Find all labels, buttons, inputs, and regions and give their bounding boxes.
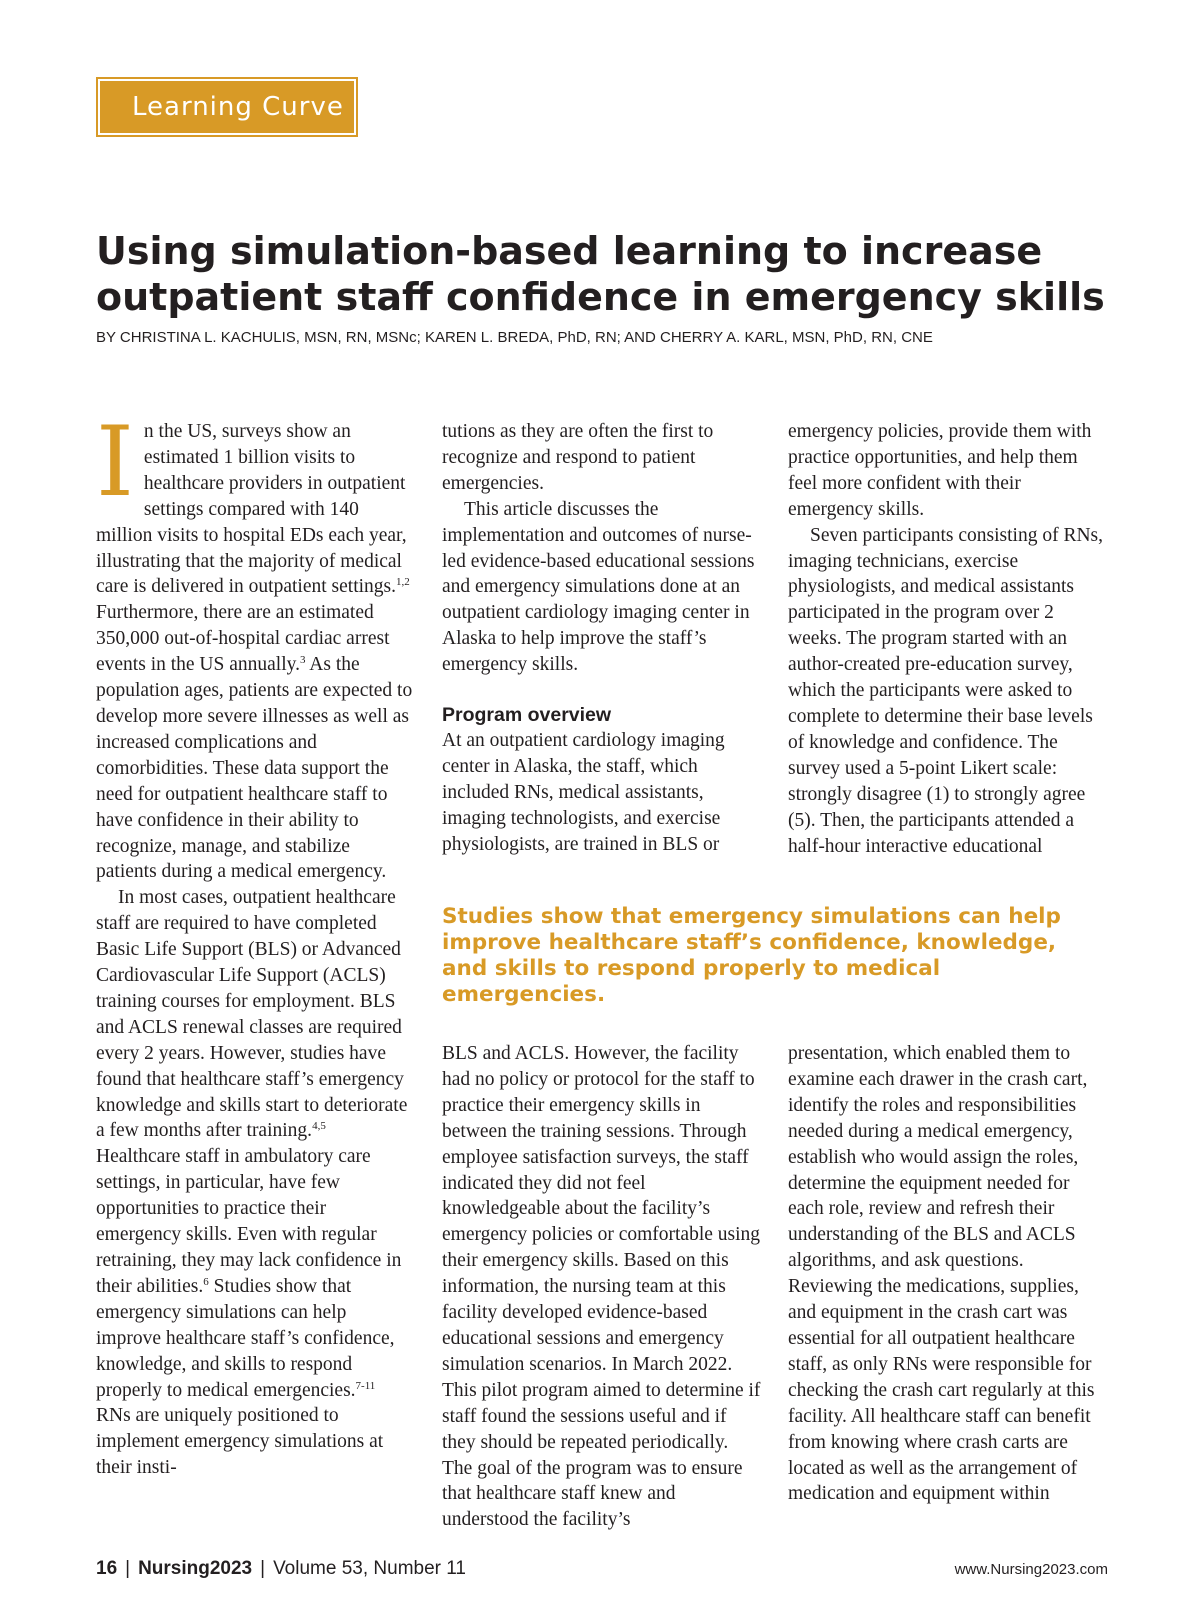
journal-name: Nursing2023 xyxy=(138,1558,253,1579)
citation: 1,2 xyxy=(396,576,410,589)
issue-info: Volume 53, Number 11 xyxy=(273,1558,466,1579)
text-run: n the US, surveys show an estimated 1 billion visits to healthcare providers in outpatient settings compared with 140 million visits to hospital EDs each year, illustrating that the majority of medical care is delivered in outpatient settings. xyxy=(96,421,407,598)
citation: 7-11 xyxy=(355,1379,376,1392)
citation: 3 xyxy=(300,654,306,667)
page-number: 16 xyxy=(96,1558,118,1579)
page-footer xyxy=(96,1558,466,1580)
pull-quote: Studies show that emergency simulations can help improve healthcare staff’s confidence, knowledge, and skills to respond properly to medical emergencies. xyxy=(442,904,1061,1007)
paragraph xyxy=(96,885,414,1481)
drop-cap: I xyxy=(96,406,134,518)
byline: BY CHRISTINA L. KACHULIS, MSN, RN, MSNc; KAREN L. BREDA, PhD, RN; AND CHERRY A. KARL, MSN, PhD, RN, CNE xyxy=(96,329,933,346)
column-1 xyxy=(96,406,414,1481)
paragraph: At an outpatient cardiology imaging center in Alaska, the staff, which included RNs, medical assistants, imaging technologists, and exercise physiologists, are trained in BLS or xyxy=(442,730,725,855)
article-title: Using simulation-based learning to increase outpatient staff confidence in emergency skills xyxy=(96,229,1105,319)
text-run: In most cases, outpatient healthcare staff are required to have completed Basic Life Support (BLS) or Advanced Cardiovascular Life Support (ACLS) training courses for employment. BLS and ACLS renewal classes are required every 2 years. However, studies have found that healthcare staff’s emergency knowledge and skills start to deteriorate a few months after training. xyxy=(96,887,408,1142)
section-tag-label: Learning Curve xyxy=(132,92,344,122)
paragraph: emergency policies, provide them with practice opportunities, and help them feel more confident with their emergency skills. xyxy=(788,421,1092,520)
paragraph: tutions as they are often the first to recognize and respond to patient emergencies. xyxy=(442,421,714,494)
paragraph xyxy=(96,406,414,885)
text-run: As the population ages, patients are expected to develop more severe illnesses as well as increased complications and comorbidities. These data support the need for outpatient healthcare staff to have confidence in their ability to recognize, manage, and stabilize patients during a medical emergency. xyxy=(96,654,413,883)
paragraph: This article discusses the implementation and outcomes of nurse-led evidence-based educational sessions and emergency simulations done at an outpatient cardiology imaging center in Alaska to help improve the staff’s emergency skills. xyxy=(442,498,755,676)
column-2-lower xyxy=(442,1041,762,1533)
journal-url: www.Nursing2023.com xyxy=(954,1561,1108,1578)
column-3 xyxy=(788,419,1108,859)
paragraph: presentation, which enabled them to examine each drawer in the crash cart, identify the roles and responsibilities needed during a medical emergency, establish who would assign the roles, determine the equipment needed for each role, review and refresh their understanding of the BLS and ACLS algorithms, and ask questions. Reviewing the medications, supplies, and equipment in the crash cart was essential for all outpatient healthcare staff, as only RNs were responsible for checking the crash cart regularly at this facility. All healthcare staff can benefit from knowing where crash carts are located as well as the arrangement of medication and equipment within xyxy=(788,1043,1095,1505)
citation: 4,5 xyxy=(312,1120,326,1133)
section-tag xyxy=(98,79,356,135)
section-heading: Program overview xyxy=(442,704,612,727)
text-run: Studies show that emergency simulations can help improve healthcare staff’s confidence, knowledge, and skills to respond properly to medical emergencies. xyxy=(96,1275,395,1401)
text-run: Furthermore, there are an estimated 350,000 out-of-hospital cardiac arrest events in the US annually. xyxy=(96,602,390,676)
column-2 xyxy=(442,419,762,858)
paragraph: BLS and ACLS. However, the facility had no policy or protocol for the staff to practice their emergency skills in between the training sessions. Through employee satisfaction surveys, the staff indicated they did not feel knowledgeable about the facility’s emergency policies or comfortable using their emergency skills. Based on this information, the nursing team at this facility developed evidence-based educational sessions and emergency simulation scenarios. In March 2022. This pilot program aimed to determine if staff found the sessions useful and if they should be repeated periodically. The goal of the program was to ensure that healthcare staff knew and understood the facility’s xyxy=(442,1043,761,1531)
text-run: RNs are uniquely positioned to implement emergency simulations at their insti- xyxy=(96,1405,384,1479)
citation: 6 xyxy=(203,1275,209,1288)
text-run: Healthcare staff in ambulatory care settings, in particular, have few opportunities to practice their emergency skills. Even with regular retraining, they may lack confidence in their abilities. xyxy=(96,1146,402,1297)
footer-separator: | xyxy=(260,1558,266,1579)
footer-separator: | xyxy=(125,1558,131,1579)
paragraph: Seven participants consisting of RNs, imaging technicians, exercise physiologists, and medical assistants participated in the program over 2 weeks. The program started with an author-created pre-education survey, which the participants were asked to complete to determine their base levels of knowledge and confidence. The survey used a 5-point Likert scale: strongly disagree (1) to strongly agree (5). Then, the participants attended a half-hour interactive educational xyxy=(788,524,1104,857)
column-3-lower xyxy=(788,1041,1108,1507)
